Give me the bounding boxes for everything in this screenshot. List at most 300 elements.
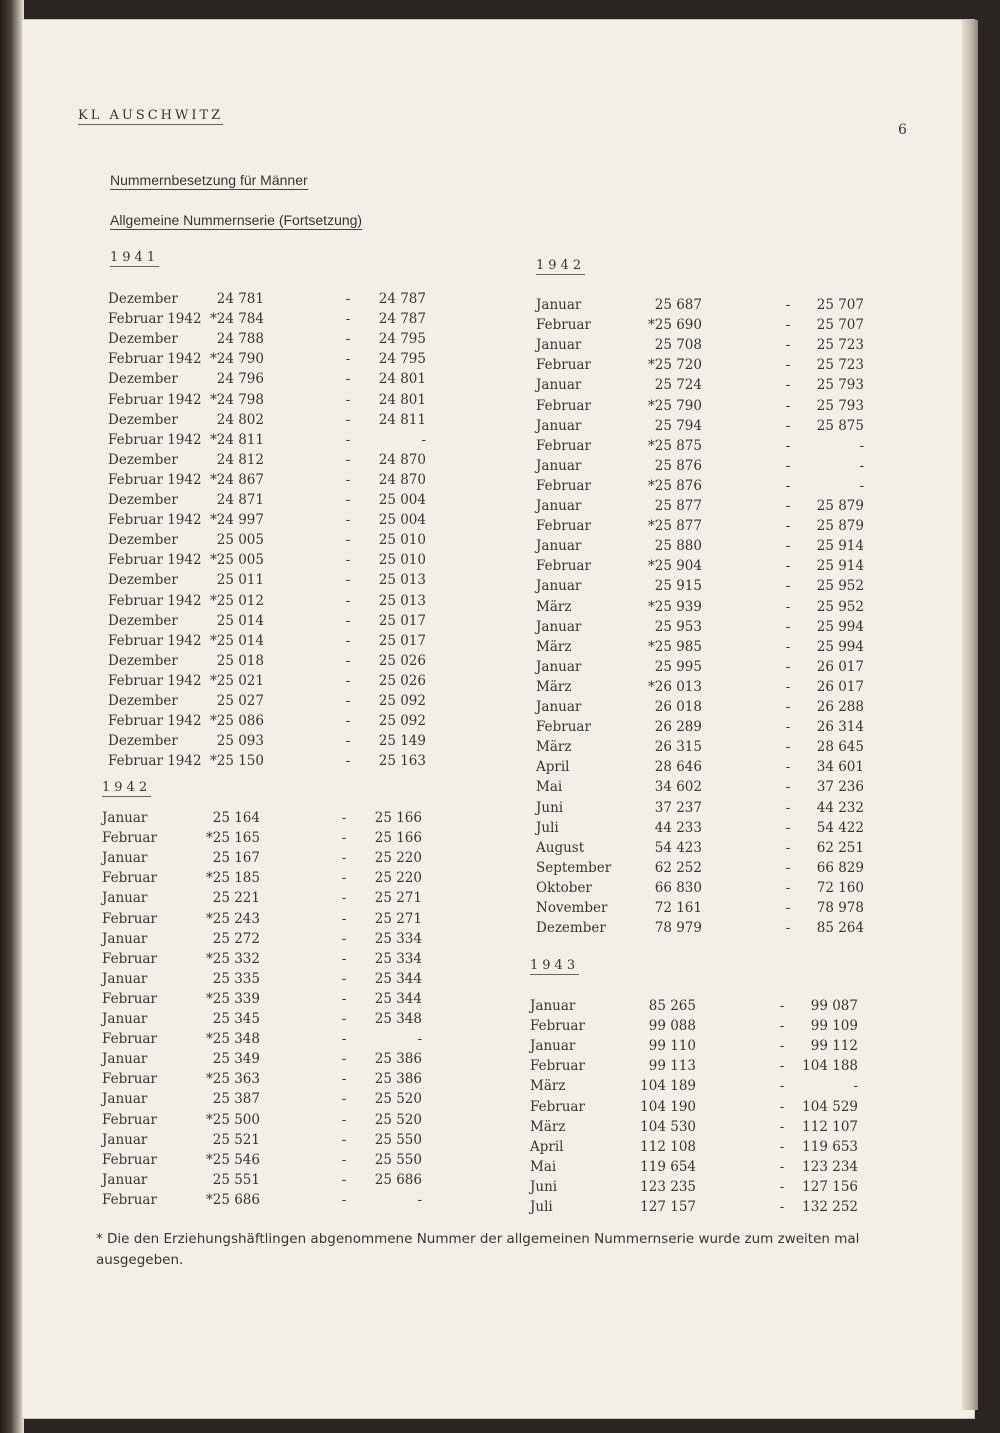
- number-to-cell: 25 386: [374, 1071, 422, 1088]
- month-cell: Januar: [102, 1131, 148, 1148]
- range-dash: -: [341, 810, 347, 826]
- number-from-cell: *25 332: [206, 950, 260, 967]
- month-cell: Februar: [536, 317, 591, 334]
- number-from-cell: 24 812: [216, 451, 264, 468]
- table-row: [102, 971, 442, 989]
- number-to-cell: 24 870: [378, 471, 426, 488]
- number-from-cell: 25 005: [216, 532, 264, 549]
- table-row: [102, 911, 442, 929]
- table-row: [530, 1018, 870, 1036]
- range-dash: -: [785, 879, 791, 896]
- range-dash: -: [785, 678, 791, 695]
- number-to-cell: 34 601: [816, 759, 864, 776]
- number-from-cell: 123 235: [640, 1178, 696, 1195]
- month-cell: Dezember: [536, 920, 606, 937]
- number-to-cell: 25 723: [816, 357, 864, 374]
- table-row: [108, 753, 448, 771]
- month-cell: Februar: [530, 1058, 585, 1075]
- number-from-cell: *25 985: [648, 638, 702, 655]
- number-from-cell: *25 790: [648, 397, 702, 414]
- number-to-cell: 24 787: [378, 291, 426, 307]
- month-cell: Januar: [536, 578, 582, 595]
- number-to-cell: -: [853, 1078, 858, 1095]
- number-to-cell: 99 109: [810, 1018, 858, 1035]
- number-from-cell: *24 811: [210, 431, 264, 448]
- range-dash: -: [341, 930, 347, 947]
- table-row: [530, 1199, 870, 1217]
- range-dash: -: [341, 990, 347, 1007]
- number-to-cell: 24 811: [378, 411, 426, 428]
- number-from-cell: *25 876: [648, 477, 702, 494]
- number-to-cell: 99 087: [810, 998, 858, 1014]
- number-to-cell: 25 550: [374, 1151, 422, 1168]
- range-dash: -: [785, 498, 791, 514]
- year-heading-1941: 1941: [110, 250, 160, 265]
- number-from-cell: 25 167: [212, 850, 260, 867]
- number-to-cell: 25 793: [816, 397, 864, 414]
- number-from-cell: *25 875: [648, 437, 702, 454]
- table-row: [108, 532, 448, 550]
- month-cell: Januar: [536, 337, 582, 354]
- range-dash: -: [341, 1191, 347, 1208]
- number-to-cell: 25 220: [374, 850, 422, 867]
- number-to-cell: 25 875: [816, 417, 864, 434]
- range-dash: -: [345, 652, 351, 669]
- range-dash: -: [779, 1158, 785, 1175]
- range-dash: -: [345, 552, 351, 569]
- table-row: [530, 1058, 870, 1076]
- table-row: [536, 398, 876, 416]
- number-to-cell: 24 870: [378, 451, 426, 468]
- number-to-cell: 78 978: [816, 900, 864, 916]
- number-to-cell: 24 801: [378, 391, 426, 408]
- month-cell: Januar: [102, 1051, 148, 1068]
- table-row: [536, 860, 876, 878]
- number-to-cell: 25 723: [816, 337, 864, 354]
- number-from-cell: 25 915: [654, 578, 702, 595]
- range-dash: -: [785, 638, 791, 655]
- number-from-cell: 25 953: [654, 618, 702, 635]
- number-to-cell: 25 879: [816, 518, 864, 535]
- range-dash: -: [779, 1178, 785, 1195]
- month-cell: Dezember: [108, 532, 178, 549]
- number-from-cell: 25 708: [654, 337, 702, 354]
- number-from-cell: *25 720: [648, 357, 702, 374]
- table-row: [102, 810, 442, 828]
- range-dash: -: [785, 538, 791, 555]
- table-row: [536, 900, 876, 918]
- month-cell: März: [536, 678, 572, 695]
- footnote: * Die den Erziehungshäftlingen abgenommene Nummer der allgemeinen Nummernserie wurde zum zweiten mal ausgegeben.: [96, 1231, 860, 1268]
- number-from-cell: 25 876: [654, 457, 702, 474]
- range-dash: -: [785, 297, 791, 313]
- table-row: [530, 1159, 870, 1177]
- table-row: [102, 890, 442, 908]
- table-row: [536, 317, 876, 335]
- number-from-cell: 25 272: [212, 930, 260, 947]
- table-row: [536, 800, 876, 818]
- range-dash: -: [341, 950, 347, 967]
- number-from-cell: *24 867: [210, 471, 264, 488]
- number-to-cell: 132 252: [802, 1199, 858, 1215]
- table-row: [530, 998, 870, 1016]
- number-to-cell: 25 026: [378, 672, 426, 689]
- number-to-cell: 25 879: [816, 498, 864, 514]
- number-to-cell: -: [421, 431, 426, 448]
- number-from-cell: *25 877: [648, 518, 702, 535]
- table-row: [536, 458, 876, 476]
- number-from-cell: 28 646: [654, 759, 702, 776]
- number-to-cell: 25 334: [374, 930, 422, 947]
- month-cell: Februar: [536, 437, 591, 454]
- month-cell: März: [536, 598, 572, 615]
- number-from-cell: 66 830: [654, 879, 702, 896]
- number-from-cell: 24 871: [216, 492, 264, 508]
- number-to-cell: 25 334: [374, 950, 422, 967]
- range-dash: -: [779, 998, 785, 1014]
- table-row: [108, 512, 448, 530]
- number-from-cell: *25 021: [210, 672, 264, 689]
- table-row: [536, 659, 876, 677]
- month-cell: Dezember: [108, 572, 178, 589]
- number-from-cell: *25 243: [206, 910, 260, 927]
- month-cell: Januar: [536, 498, 582, 514]
- range-dash: -: [345, 311, 351, 328]
- number-to-cell: 44 232: [816, 799, 864, 816]
- number-from-cell: 25 018: [216, 652, 264, 669]
- table-row: [536, 840, 876, 858]
- month-cell: Februar: [536, 477, 591, 494]
- number-from-cell: 25 995: [654, 658, 702, 675]
- number-to-cell: 104 188: [802, 1058, 858, 1075]
- number-from-cell: 25 011: [216, 572, 264, 589]
- range-dash: -: [341, 1171, 347, 1188]
- table-row: [102, 951, 442, 969]
- number-from-cell: *24 790: [210, 351, 264, 368]
- range-dash: -: [779, 1038, 785, 1055]
- number-to-cell: 37 236: [816, 779, 864, 796]
- number-from-cell: 85 265: [648, 998, 696, 1014]
- number-to-cell: -: [859, 437, 864, 454]
- document-header: KL AUSCHWITZ: [78, 108, 224, 123]
- table-row: [536, 920, 876, 938]
- number-from-cell: 24 788: [216, 331, 264, 348]
- range-dash: -: [341, 1131, 347, 1148]
- title-number-allocation: Nummernbesetzung für Männer: [110, 172, 308, 188]
- table-row: [108, 572, 448, 590]
- month-cell: Mai: [536, 779, 563, 796]
- table-row: [108, 472, 448, 490]
- range-dash: -: [785, 759, 791, 776]
- month-cell: Dezember: [108, 371, 178, 388]
- table-row: [102, 1091, 442, 1109]
- table-row: [536, 498, 876, 516]
- month-cell: März: [536, 638, 572, 655]
- number-to-cell: 62 251: [816, 839, 864, 856]
- number-to-cell: 24 801: [378, 371, 426, 388]
- month-cell: Februar: [536, 558, 591, 575]
- table-row: [536, 599, 876, 617]
- table-row: [102, 1112, 442, 1130]
- range-dash: -: [345, 492, 351, 508]
- number-to-cell: 26 288: [816, 699, 864, 715]
- table-row: [530, 1179, 870, 1197]
- range-dash: -: [345, 471, 351, 488]
- month-cell: August: [536, 839, 585, 856]
- range-dash: -: [345, 331, 351, 348]
- number-from-cell: *25 363: [206, 1071, 260, 1088]
- number-to-cell: 25 017: [378, 612, 426, 629]
- month-cell: Februar: [102, 1151, 157, 1168]
- range-dash: -: [345, 612, 351, 629]
- page-number: 6: [898, 122, 907, 138]
- number-to-cell: 25 686: [374, 1171, 422, 1188]
- range-dash: -: [785, 819, 791, 836]
- table-row: [108, 673, 448, 691]
- month-cell: Februar: [102, 950, 157, 967]
- month-cell: Februar: [102, 830, 157, 847]
- month-cell: Januar: [536, 457, 582, 474]
- number-from-cell: 26 018: [654, 699, 702, 715]
- number-from-cell: *25 185: [206, 870, 260, 887]
- range-dash: -: [785, 739, 791, 756]
- table-row: [102, 1071, 442, 1089]
- month-cell: Februar 1942: [108, 311, 202, 328]
- month-cell: Februar 1942: [108, 512, 202, 529]
- number-to-cell: 25 344: [374, 990, 422, 1007]
- number-from-cell: 26 289: [654, 719, 702, 736]
- range-dash: -: [785, 417, 791, 434]
- month-cell: Februar: [102, 1111, 157, 1128]
- number-to-cell: -: [417, 1031, 422, 1048]
- number-to-cell: 25 386: [374, 1051, 422, 1068]
- month-cell: März: [530, 1078, 566, 1095]
- number-to-cell: 25 344: [374, 970, 422, 987]
- range-dash: -: [341, 1051, 347, 1068]
- range-dash: -: [785, 377, 791, 394]
- table-row: [108, 693, 448, 711]
- number-to-cell: 25 149: [378, 733, 426, 750]
- range-dash: -: [341, 890, 347, 907]
- table-row: [108, 331, 448, 349]
- table-row: [102, 1192, 442, 1210]
- table-row: [102, 1172, 442, 1190]
- range-dash: -: [345, 572, 351, 589]
- number-from-cell: 25 335: [212, 970, 260, 987]
- number-from-cell: 25 724: [654, 377, 702, 394]
- range-dash: -: [345, 693, 351, 709]
- number-from-cell: 104 190: [640, 1098, 696, 1115]
- title-general-series: Allgemeine Nummernserie (Fortsetzung): [110, 212, 363, 228]
- month-cell: Februar 1942: [108, 351, 202, 368]
- table-row: [108, 452, 448, 470]
- number-to-cell: 25 952: [816, 578, 864, 595]
- range-dash: -: [779, 1058, 785, 1075]
- range-dash: -: [345, 512, 351, 529]
- number-from-cell: 78 979: [654, 920, 702, 937]
- number-to-cell: 25 166: [374, 830, 422, 847]
- number-from-cell: 25 349: [212, 1051, 260, 1068]
- number-from-cell: 62 252: [654, 859, 702, 876]
- number-to-cell: 25 914: [816, 558, 864, 575]
- table-row: [536, 578, 876, 596]
- table-row: [536, 880, 876, 898]
- range-dash: -: [341, 1011, 347, 1027]
- number-to-cell: 66 829: [816, 859, 864, 876]
- number-to-cell: 24 795: [378, 331, 426, 348]
- number-from-cell: 25 880: [654, 538, 702, 555]
- range-dash: -: [341, 850, 347, 867]
- number-to-cell: -: [859, 477, 864, 494]
- number-from-cell: 24 781: [216, 291, 264, 307]
- number-to-cell: 25 026: [378, 652, 426, 669]
- number-to-cell: 25 092: [378, 693, 426, 709]
- table-row: [530, 1139, 870, 1157]
- number-from-cell: 25 387: [212, 1091, 260, 1108]
- month-cell: Februar 1942: [108, 431, 202, 448]
- month-cell: Februar: [536, 518, 591, 535]
- month-cell: Juli: [530, 1199, 553, 1215]
- year-heading-1943: 1943: [530, 958, 580, 973]
- month-cell: Januar: [536, 377, 582, 394]
- range-dash: -: [785, 578, 791, 595]
- month-cell: Dezember: [108, 331, 178, 348]
- range-dash: -: [785, 518, 791, 535]
- table-row: [536, 297, 876, 315]
- table-row: [108, 311, 448, 329]
- month-cell: April: [530, 1138, 564, 1155]
- number-from-cell: 72 161: [654, 900, 702, 916]
- table-row: [108, 733, 448, 751]
- number-from-cell: 99 113: [648, 1058, 696, 1075]
- table-row: [102, 1152, 442, 1170]
- month-cell: Dezember: [108, 411, 178, 428]
- number-to-cell: 25 271: [374, 910, 422, 927]
- book-spine: [0, 0, 24, 1433]
- table-row: [102, 1132, 442, 1150]
- table-row: [108, 613, 448, 631]
- number-to-cell: 25 004: [378, 512, 426, 529]
- table-row: [536, 438, 876, 456]
- number-from-cell: *25 939: [648, 598, 702, 615]
- number-to-cell: 127 156: [802, 1178, 858, 1195]
- number-from-cell: *25 690: [648, 317, 702, 334]
- month-cell: Februar: [536, 397, 591, 414]
- table-row: [108, 552, 448, 570]
- table-row: [108, 351, 448, 369]
- month-cell: Oktober: [536, 879, 592, 896]
- range-dash: -: [785, 799, 791, 816]
- month-cell: Februar 1942: [108, 713, 202, 730]
- number-from-cell: 119 654: [640, 1158, 696, 1175]
- number-to-cell: 25 914: [816, 538, 864, 555]
- number-from-cell: 25 164: [212, 810, 260, 826]
- month-cell: Februar 1942: [108, 753, 202, 770]
- year-heading-1942-left: 1942: [102, 780, 152, 795]
- number-to-cell: 25 166: [374, 810, 422, 826]
- table-row: [536, 679, 876, 697]
- month-cell: November: [536, 900, 608, 916]
- range-dash: -: [345, 632, 351, 649]
- number-from-cell: 24 796: [216, 371, 264, 388]
- number-to-cell: 25 220: [374, 870, 422, 887]
- table-row: [102, 1031, 442, 1049]
- table-row: [102, 870, 442, 888]
- month-cell: Februar: [530, 1018, 585, 1035]
- month-cell: Januar: [102, 890, 148, 907]
- number-from-cell: *26 013: [648, 678, 702, 695]
- table-row: [102, 1011, 442, 1029]
- table-row: [102, 1051, 442, 1069]
- number-from-cell: 24 802: [216, 411, 264, 428]
- month-cell: Dezember: [108, 693, 178, 709]
- month-cell: Dezember: [108, 612, 178, 629]
- month-cell: Dezember: [108, 733, 178, 750]
- month-cell: Dezember: [108, 451, 178, 468]
- table-row: [108, 593, 448, 611]
- number-from-cell: 104 189: [640, 1078, 696, 1095]
- number-from-cell: *25 014: [210, 632, 264, 649]
- number-from-cell: 37 237: [654, 799, 702, 816]
- month-cell: Dezember: [108, 291, 178, 307]
- table-row: [536, 337, 876, 355]
- number-to-cell: 25 994: [816, 638, 864, 655]
- table-row: [102, 991, 442, 1009]
- range-dash: -: [785, 658, 791, 675]
- number-from-cell: *25 165: [206, 830, 260, 847]
- table-row: [102, 850, 442, 868]
- table-row: [536, 377, 876, 395]
- range-dash: -: [341, 970, 347, 987]
- number-from-cell: 99 110: [648, 1038, 696, 1055]
- number-from-cell: *24 798: [210, 391, 264, 408]
- range-dash: -: [785, 900, 791, 916]
- table-row: [536, 639, 876, 657]
- number-to-cell: 25 004: [378, 492, 426, 508]
- number-to-cell: 85 264: [816, 920, 864, 937]
- range-dash: -: [785, 397, 791, 414]
- number-to-cell: 25 010: [378, 552, 426, 569]
- table-row: [530, 1099, 870, 1117]
- number-from-cell: 25 877: [654, 498, 702, 514]
- number-from-cell: 112 108: [640, 1138, 696, 1155]
- number-from-cell: *25 686: [206, 1191, 260, 1208]
- number-to-cell: -: [859, 457, 864, 474]
- month-cell: Februar: [102, 870, 157, 887]
- month-cell: Februar: [102, 1071, 157, 1088]
- number-to-cell: 24 787: [378, 311, 426, 328]
- range-dash: -: [345, 672, 351, 689]
- table-row: [530, 1078, 870, 1096]
- range-dash: -: [785, 357, 791, 374]
- range-dash: -: [345, 753, 351, 770]
- number-to-cell: 25 163: [378, 753, 426, 770]
- year-heading-1942-right: 1942: [536, 258, 586, 273]
- number-to-cell: 25 994: [816, 618, 864, 635]
- table-row: [536, 518, 876, 536]
- month-cell: Januar: [536, 699, 582, 715]
- table-row: [108, 291, 448, 309]
- number-from-cell: 34 602: [654, 779, 702, 796]
- number-to-cell: 25 520: [374, 1111, 422, 1128]
- number-from-cell: 44 233: [654, 819, 702, 836]
- number-from-cell: *25 546: [206, 1151, 260, 1168]
- number-to-cell: 25 013: [378, 572, 426, 589]
- number-to-cell: 25 348: [374, 1011, 422, 1027]
- number-from-cell: 25 221: [212, 890, 260, 907]
- number-to-cell: 28 645: [816, 739, 864, 756]
- number-to-cell: 72 160: [816, 879, 864, 896]
